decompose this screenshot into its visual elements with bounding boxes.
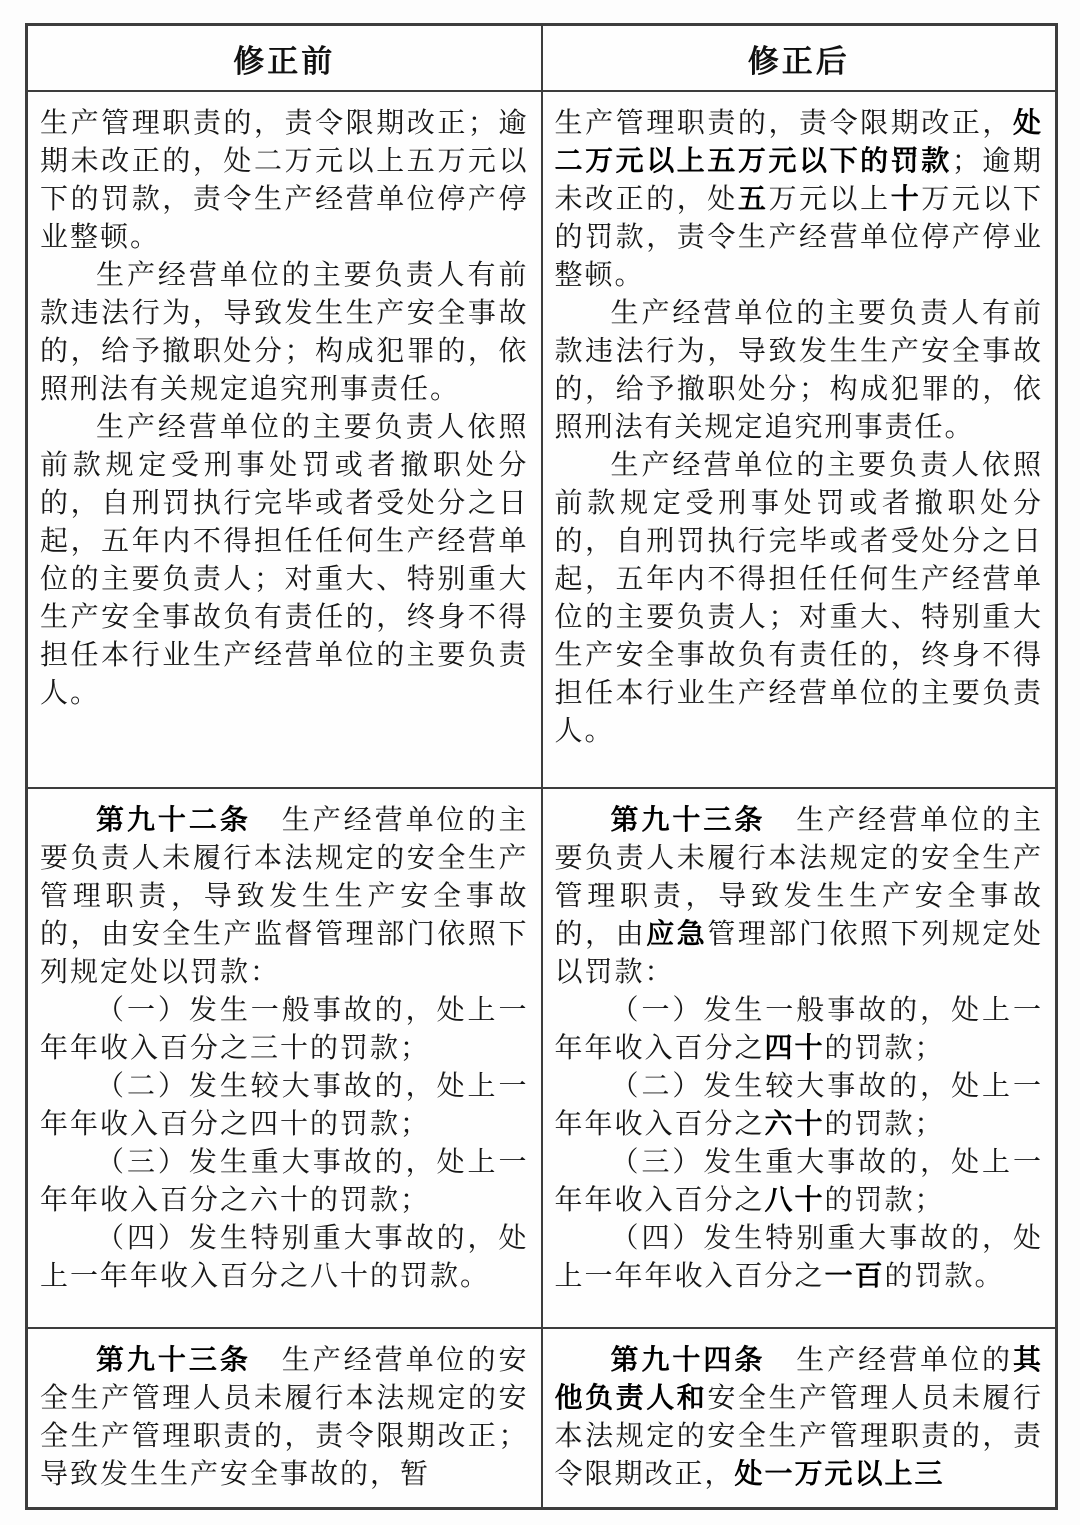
table-row	[27, 788, 1057, 1328]
text-run: （一）发生一般事故的，处上一年年收入百分之三十的罚款；	[40, 993, 529, 1064]
paragraph	[40, 1341, 529, 1493]
paragraph	[555, 1143, 1044, 1219]
text-run: 生产经营单位的	[765, 1343, 1013, 1376]
amended-text: 十	[890, 182, 922, 215]
paragraph	[40, 408, 529, 712]
text-run: （二）发生较大事故的，处上一年年收入百分之	[554, 1069, 1043, 1140]
paragraph	[555, 1067, 1044, 1143]
table-row	[27, 1328, 1057, 1508]
text-run: 生产经营单位的主要负责人依照前款规定受刑事处罚或者撤职处分的，自刑罚执行完毕或者受处分之日起，五年内不得担任任何生产经营单位的主要负责人；对重大、特别重大生产安全事故负有责任的，终身不得担任本行业生产经营单位的主要负责人。	[40, 410, 529, 709]
paragraph	[40, 1143, 529, 1219]
text-run: 生产经营单位的主要负责人未履行本法规定的安全生产管理职责，导致发生生产安全事故的，由	[554, 803, 1043, 950]
text-run: 生产经营单位的主要负责人依照前款规定受刑事处罚或者撤职处分的，自刑罚执行完毕或者受处分之日起，五年内不得担任任何生产经营单位的主要负责人；对重大、特别重大生产安全事故负有责任的，终身不得担任本行业生产经营单位的主要负责人。	[554, 448, 1043, 747]
paragraph	[40, 801, 529, 991]
header-after: 修正后	[542, 25, 1057, 92]
amended-text: 处一万元以上三	[734, 1457, 945, 1490]
header-before: 修正前	[27, 25, 542, 92]
text-run: 的罚款；	[824, 1183, 945, 1216]
paragraph	[40, 1067, 529, 1143]
amended-text: 第九十四条	[610, 1343, 766, 1376]
text-run: 的罚款。	[884, 1259, 1005, 1292]
amended-text: 其他负责人和	[554, 1343, 1043, 1414]
text-run: 生产经营单位的主要负责人有前款违法行为，导致发生生产安全事故的，给予撤职处分；构成犯罪的，依照刑法有关规定追究刑事责任。	[40, 258, 529, 405]
amended-text: 第九十三条	[96, 1343, 251, 1376]
amended-text: 一百	[824, 1259, 885, 1292]
paragraph	[40, 991, 529, 1067]
amended-text: 处二万元以上五万元以下的罚款	[554, 106, 1043, 177]
text-run: 安全生产管理人员未履行本法规定的安全生产管理职责的，责令限期改正，	[554, 1381, 1043, 1490]
text-run: 生产经营单位的主要负责人有前款违法行为，导致发生生产安全事故的，给予撤职处分；构成犯罪的，依照刑法有关规定追究刑事责任。	[554, 296, 1043, 443]
header-row	[27, 25, 1057, 92]
text-run: （三）发生重大事故的，处上一年年收入百分之	[554, 1145, 1043, 1216]
amended-text: 八十	[764, 1183, 825, 1216]
paragraph	[555, 1341, 1044, 1493]
cell-before	[27, 91, 542, 788]
text-run: （一）发生一般事故的，处上一年年收入百分之	[554, 993, 1043, 1064]
text-run: 万元以下的罚款，责令生产经营单位停产停业整顿。	[554, 182, 1043, 291]
amended-text: 五	[737, 182, 769, 215]
cell-after	[542, 1328, 1057, 1508]
paragraph	[555, 446, 1044, 750]
paragraph	[555, 104, 1044, 294]
text-run: 生产管理职责的，责令限期改正；逾期未改正的，处二万元以上五万元以下的罚款，责令生产经营单位停产停业整顿。	[40, 106, 529, 253]
paragraph	[555, 294, 1044, 446]
amended-text: 应急	[646, 917, 708, 950]
text-run: （三）发生重大事故的，处上一年年收入百分之六十的罚款；	[40, 1145, 529, 1216]
text-run: 的罚款；	[824, 1107, 945, 1140]
text-run: 管理部门依照下列规定处以罚款：	[554, 917, 1043, 988]
paragraph	[555, 991, 1044, 1067]
table-row	[27, 91, 1057, 788]
amended-text: 六十	[764, 1107, 825, 1140]
text-run: 的罚款；	[824, 1031, 945, 1064]
cell-before	[27, 1328, 542, 1508]
text-run: （四）发生特别重大事故的，处上一年年收入百分之	[554, 1221, 1043, 1292]
text-run: ；逾期未改正的，处	[554, 144, 1043, 215]
table-body	[27, 91, 1057, 1508]
paragraph	[555, 801, 1044, 991]
text-run: （四）发生特别重大事故的，处上一年年收入百分之八十的罚款。	[40, 1221, 529, 1292]
table-header	[27, 25, 1057, 92]
text-run: 生产管理职责的，责令限期改正，	[554, 106, 1013, 139]
paragraph	[40, 256, 529, 408]
cell-before	[27, 788, 542, 1328]
amended-text: 四十	[764, 1031, 825, 1064]
amended-text: 第九十三条	[610, 803, 766, 836]
text-run: 生产经营单位的主要负责人未履行本法规定的安全生产管理职责，导致发生生产安全事故的，由安全生产监督管理部门依照下列规定处以罚款：	[40, 803, 529, 988]
cell-after	[542, 788, 1057, 1328]
comparison-table	[25, 23, 1058, 1510]
text-run: 生产经营单位的安全生产管理人员未履行本法规定的安全生产管理职责的，责令限期改正；导致发生生产安全事故的，暂	[40, 1343, 529, 1490]
paragraph	[40, 1219, 529, 1295]
cell-after	[542, 91, 1057, 788]
paragraph	[40, 104, 529, 256]
paragraph	[555, 1219, 1044, 1295]
text-run: 万元以上	[768, 182, 891, 215]
amended-text: 第九十二条	[96, 803, 251, 836]
text-run: （二）发生较大事故的，处上一年年收入百分之四十的罚款；	[40, 1069, 529, 1140]
